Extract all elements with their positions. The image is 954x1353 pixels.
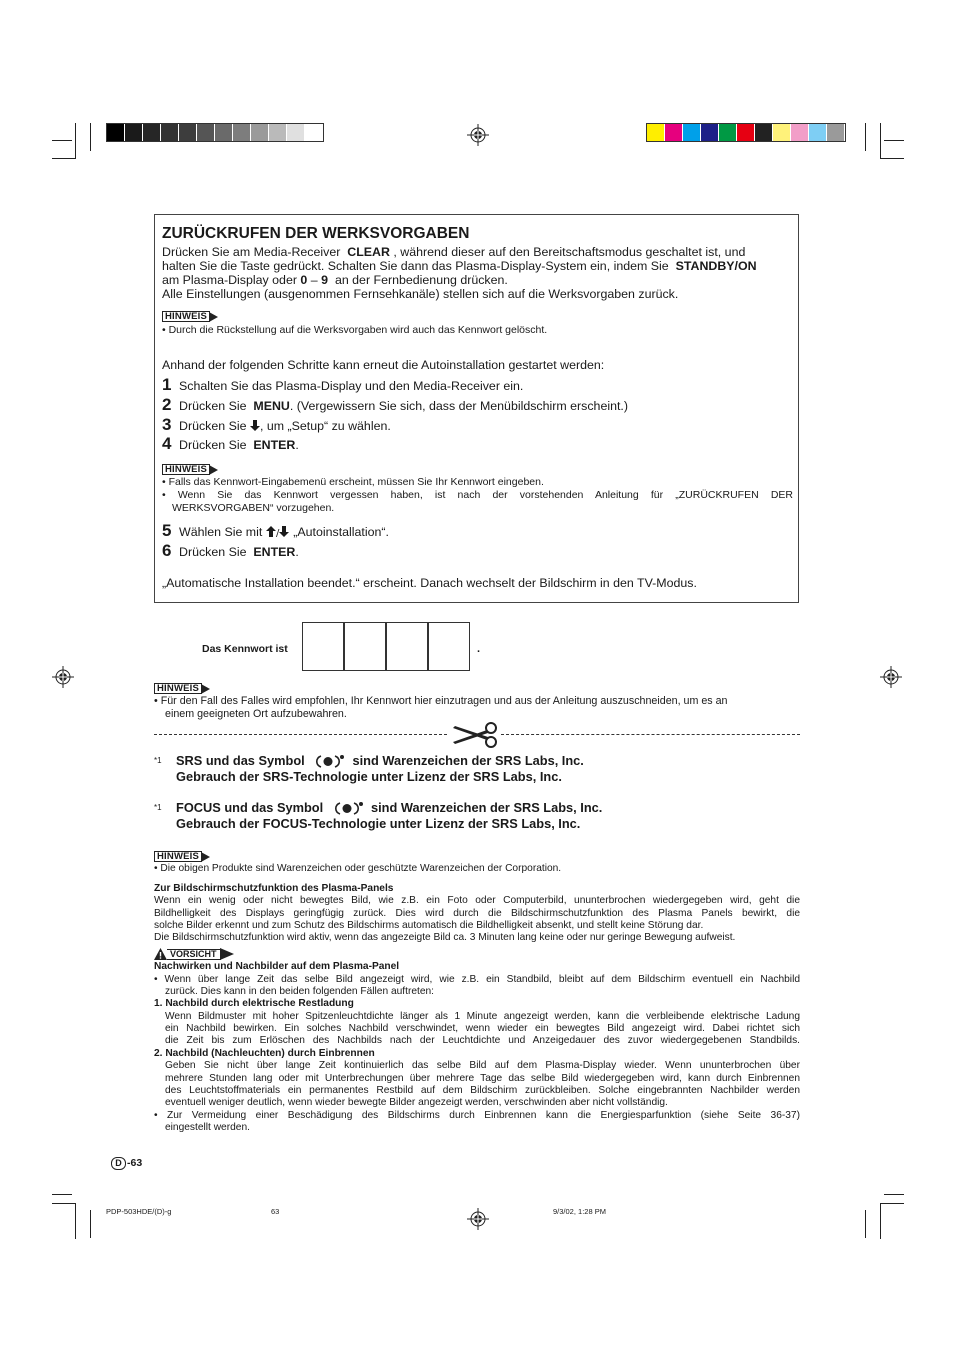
step-6-text: Drücken Sie ENTER.	[179, 545, 299, 559]
gray-calibration-bar	[106, 123, 324, 142]
gray-swatch	[251, 124, 269, 141]
arrow-right-icon	[209, 312, 218, 322]
caution-section-1-line-2: ein Nachbild bewirken. Ein solches Nachbild verschwindet, wenn wieder ein bewegtes Bild angezeigt wird. Dabei richtet sich	[165, 1023, 800, 1034]
password-hint-line-2: einem geeigneten Ort aufzubewahren.	[165, 708, 347, 720]
completion-message: „Automatische Installation beendet.“ erscheint. Danach wechselt der Bildschirm in den TV-Modus.	[162, 576, 697, 590]
section-title: ZURÜCKRUFEN DER WERKSVORGABEN	[162, 225, 470, 242]
gray-swatch	[125, 124, 143, 141]
step-1-text: Schalten Sie das Plasma-Display und den Media-Receiver ein.	[179, 379, 524, 393]
password-digit-box	[302, 622, 344, 671]
step-number: 5	[162, 521, 172, 540]
color-swatch	[809, 124, 827, 141]
registration-mark-icon	[467, 124, 489, 146]
caution-label: VORSICHT	[154, 948, 234, 960]
step-2-text: Drücken Sie MENU. (Vergewissern Sie sich, dass der Menübildschirm erscheint.)	[179, 399, 628, 413]
color-calibration-bar	[646, 123, 846, 142]
note-password-menu: • Falls das Kennwort-Eingabemenü erscheint, müssen Sie Ihr Kennwort eingeben.	[162, 476, 544, 488]
steps-intro: Anhand der folgenden Schritte kann erneut die Autoinstallation gestartet werden:	[162, 358, 605, 372]
registration-mark-icon	[880, 666, 902, 688]
hinweis-label: HINWEIS	[162, 464, 218, 475]
color-swatch	[701, 124, 719, 141]
arrow-right-icon	[201, 684, 210, 694]
gray-swatch	[179, 124, 197, 141]
color-swatch	[791, 124, 809, 141]
caution-section-2-line-1: Geben Sie nicht über lange Zeit kontinuierlich das selbe Bild auf dem Plasma-Display wieder. Wenn ununterbrochen über	[165, 1060, 800, 1071]
color-swatch	[755, 124, 773, 141]
footnote-mark: *1	[154, 803, 162, 812]
password-digit-box	[428, 622, 470, 671]
registration-mark-icon	[467, 1208, 489, 1230]
step-number: 4	[162, 434, 172, 453]
password-hint-line-1: • Für den Fall des Falles wird empfohlen, Ihr Kennwort hier einzutragen und aus der Anleitung auszuschneiden, um es an	[154, 695, 728, 707]
screensaver-line-1: Wenn ein wenig oder nicht bewegtes Bild, wie z.B. ein Foto oder Computerbild, ununterbrochen wiedergegeben wird, geht die	[154, 895, 800, 906]
note-password-cleared: • Durch die Rückstellung auf die Werksvorgaben wird auch das Kennwort gelöscht.	[162, 324, 548, 336]
srs-trademark-line-2: Gebrauch der SRS-Technologie unter Lizenz der SRS Labs, Inc.	[176, 769, 562, 784]
print-date: 9/3/02, 1:28 PM	[553, 1207, 606, 1216]
screensaver-line-2: Bildhelligkeit des Displays geringfügig zurück. Dies wird durch die Bildschirmschutzfunktion des Plasma Panels bewirkt, die	[154, 908, 800, 919]
gray-swatch	[305, 124, 323, 141]
password-digit-box	[386, 622, 428, 671]
password-digit-box	[344, 622, 386, 671]
gray-swatch	[269, 124, 287, 141]
print-sheet-number: 63	[271, 1207, 280, 1216]
page-number: -63	[127, 1157, 143, 1169]
gray-swatch	[143, 124, 161, 141]
step-3-text: Drücken Sie , um „Setup“ zu wählen.	[179, 419, 391, 433]
caution-section-1-line-3: die Zeit bis zum Erlöschen des Nachbilds nach der Leuchtdichte und Anzeigedauer des zuvor wiedergegebenen Standbilds.	[165, 1035, 800, 1046]
gray-swatch	[287, 124, 305, 141]
arrow-right-icon	[220, 948, 234, 960]
color-swatch	[665, 124, 683, 141]
trademark-note: • Die obigen Produkte sind Warenzeichen oder geschützte Warenzeichen der Corporation.	[154, 863, 562, 874]
step-number: 2	[162, 395, 172, 414]
caution-title: Nachwirken und Nachbilder auf dem Plasma-Panel	[154, 961, 400, 972]
screensaver-line-3: solche Bilder erkennt und zum Schutz des Bildschirms automatisch die Bildhelligkeit absenkt, und stellt keine Störung dar.	[154, 920, 704, 931]
caution-section-2-line-2: mehrere Stunden lang oder mit Unterbrechungen über mehrere Tage das selbe Bild wiedergegeben wird, kann durch Einbrennen	[165, 1073, 800, 1084]
caution-section-2-title: 2. Nachbild (Nachleuchten) durch Einbrennen	[154, 1048, 375, 1059]
print-file-name: PDP-503HDE/(D)-g	[106, 1207, 172, 1216]
color-swatch	[719, 124, 737, 141]
warning-icon	[154, 948, 167, 960]
screensaver-title: Zur Bildschirmschutzfunktion des Plasma-Panels	[154, 883, 394, 894]
reset-paragraph-line-3: am Plasma-Display oder 0 – 9 an der Fernbedienung drücken.	[162, 273, 508, 287]
cut-line	[154, 734, 447, 735]
color-swatch	[647, 124, 665, 141]
color-swatch	[773, 124, 791, 141]
note-forgotten-password-line-2: WERKSVORGABEN“ vorzugehen.	[172, 502, 335, 514]
gray-swatch	[107, 124, 125, 141]
arrow-down-icon	[250, 420, 260, 431]
step-number: 1	[162, 375, 172, 394]
note-forgotten-password-line-1: • Wenn Sie das Kennwort vergessen haben, ist nach der vorstehenden Anleitung für „ZURÜCKRUFEN DER	[162, 489, 793, 501]
srs-trademark-line-1: SRS und das Symbol sind Warenzeichen der SRS Labs, Inc.	[176, 753, 584, 768]
color-swatch	[827, 124, 845, 141]
gray-swatch	[233, 124, 251, 141]
caution-section-1-title: 1. Nachbild durch elektrische Restladung	[154, 998, 354, 1009]
reset-paragraph-line-4: Alle Einstellungen (ausgenommen Fernsehkanäle) stellen sich auf die Werksvorgaben zurück.	[162, 287, 679, 301]
caution-bullet-2-line-2: eingestellt werden.	[165, 1122, 250, 1133]
page-language-badge: D	[111, 1157, 126, 1170]
color-swatch	[737, 124, 755, 141]
focus-trademark-line-1: FOCUS und das Symbol sind Warenzeichen der SRS Labs, Inc.	[176, 800, 603, 815]
step-4-text: Drücken Sie ENTER.	[179, 438, 299, 452]
hinweis-label: HINWEIS	[154, 851, 210, 862]
arrow-up-down-icon	[266, 526, 290, 537]
gray-swatch	[161, 124, 179, 141]
hinweis-label: HINWEIS	[154, 683, 210, 694]
footnote-mark: *1	[154, 756, 162, 765]
scissors-icon	[451, 722, 499, 748]
gray-swatch	[197, 124, 215, 141]
screensaver-line-4: Die Bildschirmschutzfunktion wird aktiv, wenn das angezeigte Bild ca. 3 Minuten lang keine oder nur geringe Bewegung aufweist.	[154, 932, 736, 943]
focus-trademark-line-2: Gebrauch der FOCUS-Technologie unter Lizenz der SRS Labs, Inc.	[176, 816, 581, 831]
arrow-right-icon	[201, 852, 210, 862]
svg-text:/: /	[275, 528, 280, 537]
cut-line	[501, 734, 800, 735]
arrow-right-icon	[209, 465, 218, 475]
caution-bullet-1-line-2: zurück. Dies kann in den beiden folgenden Fällen auftreten:	[165, 986, 435, 997]
password-label: Das Kennwort ist	[202, 643, 288, 655]
gray-swatch	[215, 124, 233, 141]
registration-mark-icon	[52, 666, 74, 688]
reset-paragraph-line-2: halten Sie die Taste gedrückt. Schalten Sie dann das Plasma-Display-System ein, indem Sie STANDBY/ON	[162, 259, 757, 273]
caution-section-1-line-1: Wenn Bildmuster mit hoher Spitzenleuchtdichte länger als 1 Minute angezeigt werden, kann die verbleibende elektrische Ladung	[165, 1011, 800, 1022]
srs-logo-icon	[315, 754, 345, 769]
reset-paragraph-line-1: Drücken Sie am Media-Receiver CLEAR , während dieser auf den Bereitschaftsmodus geschaltet ist, und	[162, 245, 746, 259]
caution-section-2-line-4: eventuell weniger deutlich, wenn wieder bewegte Bilder angezeigt werden, verschwinden aber nicht vollständig.	[165, 1097, 668, 1108]
color-swatch	[683, 124, 701, 141]
caution-section-2-line-3: des Leuchtstoffmaterials ein permanentes Restbild auf dem Bildschirm zurückbleiben. Solche eingebrannten Nachbilder werden	[165, 1085, 800, 1096]
caution-bullet-2-line-1: • Zur Vermeidung einer Beschädigung des Bildschirms durch Einbrennen kann die Energiesparfunktion (siehe Seite 36-37)	[154, 1110, 800, 1121]
focus-logo-icon	[334, 801, 364, 816]
step-number: 6	[162, 541, 172, 560]
step-5-text: Wählen Sie mit / „Autoinstallation“.	[179, 525, 389, 539]
hinweis-label: HINWEIS	[162, 311, 218, 322]
step-number: 3	[162, 415, 172, 434]
caution-bullet-1-line-1: • Wenn über lange Zeit das selbe Bild angezeigt wird, wie z.B. ein Standbild, bleibt auf dem Bildschirm eventuell ein Nachbild	[154, 974, 800, 985]
password-period: .	[477, 643, 481, 655]
